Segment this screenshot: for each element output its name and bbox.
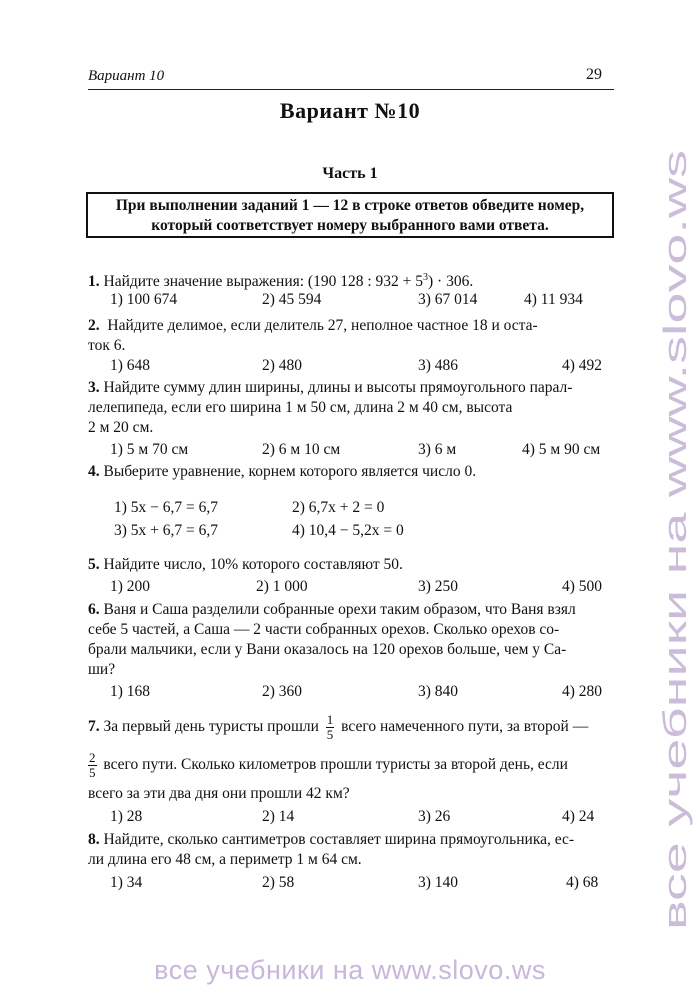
bottom-watermark: все учебники на www.slovo.ws: [154, 955, 546, 985]
answer-option: 3) 486: [418, 357, 459, 374]
question-text: всего намеченного пути, за второй —: [341, 718, 589, 735]
question-3: [88, 378, 616, 438]
answer-option: 1) 5x − 6,7 = 6,7: [114, 499, 219, 516]
header-divider: [88, 89, 614, 90]
question-line: Найдите, сколько сантиметров составляет ширина прямоугольника, ес-: [103, 831, 575, 848]
answer-option: 1) 168: [110, 683, 151, 700]
answer-option: 2) 480: [262, 357, 303, 374]
question-number: 7.: [88, 718, 100, 735]
answer-option: 2) 58: [262, 874, 295, 891]
vertical-watermark: [640, 140, 700, 930]
answer-option: 4) 5 м 90 см: [522, 441, 601, 458]
running-header-title: Вариант 10: [88, 68, 165, 84]
question-line: Найдите делимое, если делитель 27, неполное частное 18 и оста-: [107, 317, 538, 334]
vertical-watermark-text: все учебники на www.slovo.ws: [657, 482, 693, 930]
instruction-box: [86, 192, 614, 238]
question-text: За первый день туристы прошли: [103, 718, 319, 735]
exponent: 3: [423, 272, 429, 283]
answer-option: 1) 648: [110, 357, 151, 374]
question-line: ток 6.: [88, 337, 126, 354]
answer-option: 3) 67 014: [418, 291, 478, 308]
answer-option: 1) 100 674: [110, 291, 178, 308]
answer-option: 3) 26: [418, 808, 451, 825]
answer-option: 4) 11 934: [524, 291, 583, 308]
question-line: ши?: [88, 661, 116, 678]
question-number: 3.: [88, 379, 100, 396]
answer-option: 2) 45 594: [262, 291, 322, 308]
question-line: 2 м 20 см.: [88, 419, 154, 436]
question-2: [88, 316, 616, 356]
question-number: 6.: [88, 601, 100, 618]
question-text: всего пути. Сколько километров прошли туристы за второй день, если: [103, 756, 568, 773]
question-number: 2.: [88, 317, 100, 334]
question-text: Выберите уравнение, корнем которого является число 0.: [103, 463, 477, 480]
answer-option: 3) 140: [418, 874, 459, 891]
instruction-line-2: который соответствует номеру выбранного вами ответа.: [151, 217, 549, 234]
question-line: ли длина его 48 см, а периметр 1 м 64 см.: [88, 851, 362, 868]
fraction-one-fifth: $\frac{1}{5}$: [326, 711, 334, 742]
part-heading: Часть 1: [322, 165, 378, 182]
question-number: 5.: [88, 556, 100, 573]
question-1: [88, 268, 616, 292]
instruction-line-1: При выполнении заданий 1 — 12 в строке ответов обведите номер,: [115, 197, 585, 214]
answer-option: 3) 840: [418, 683, 459, 700]
question-line: себе 5 частей, а Саша — 2 части собранных орехов. Сколько орехов со-: [88, 621, 560, 638]
question-7-end: [88, 784, 616, 804]
answer-option: 2) 6 м 10 см: [262, 441, 341, 458]
question-8: [88, 830, 616, 870]
answer-option: 1) 200: [110, 578, 151, 595]
answer-option: 3) 6 м: [418, 441, 457, 458]
answer-option: 2) 360: [262, 683, 303, 700]
question-7-cont: [88, 748, 616, 782]
question-number: 1.: [88, 273, 100, 291]
answer-option: 2) 1 000: [256, 578, 308, 595]
question-line: брали мальчики, если у Вани оказалось на 120 орехов больше, чем у Са-: [88, 641, 567, 658]
variant-title: Вариант №10: [279, 98, 421, 123]
answer-option: 1) 28: [110, 808, 143, 825]
answer-option: 4) 500: [562, 578, 603, 595]
question-text: Найдите значение выражения: (190 128 : 932 + 5: [103, 273, 424, 291]
answer-option: 2) 6,7x + 2 = 0: [292, 499, 385, 516]
question-text: всего за эти два дня они прошли 42 км?: [88, 785, 350, 802]
question-5: [88, 555, 616, 575]
question-number: 8.: [88, 831, 100, 848]
question-line: Ваня и Саша разделили собранные орехи таким образом, что Ваня взял: [103, 601, 576, 618]
question-line: Найдите сумму длин ширины, длины и высоты прямоугольного парал-: [103, 379, 573, 396]
answer-option: 3) 250: [418, 578, 459, 595]
page-number: 29: [586, 66, 602, 83]
question-4: [88, 462, 616, 482]
answer-option: 3) 5x + 6,7 = 6,7: [114, 522, 219, 539]
answer-option: 4) 280: [562, 683, 603, 700]
question-6: [88, 600, 616, 680]
answer-option: 2) 14: [262, 808, 295, 825]
answer-option: 4) 10,4 − 5,2x = 0: [292, 522, 404, 539]
question-7: [88, 710, 616, 744]
answer-option: 1) 34: [110, 874, 143, 891]
question-number: 4.: [88, 463, 100, 480]
answer-option: 1) 5 м 70 см: [110, 441, 189, 458]
fraction-two-fifths: $\frac{2}{5}$: [89, 749, 96, 780]
question-line: лелепипеда, если его ширина 1 м 50 см, длина 2 м 40 см, высота: [88, 399, 513, 416]
answer-option: 4) 24: [562, 808, 595, 825]
answer-option: 4) 492: [562, 357, 603, 374]
answer-option: 4) 68: [566, 874, 599, 891]
question-text: Найдите число, 10% которого составляют 50.: [103, 556, 403, 573]
question-text-end: ) · 306.: [428, 273, 474, 291]
